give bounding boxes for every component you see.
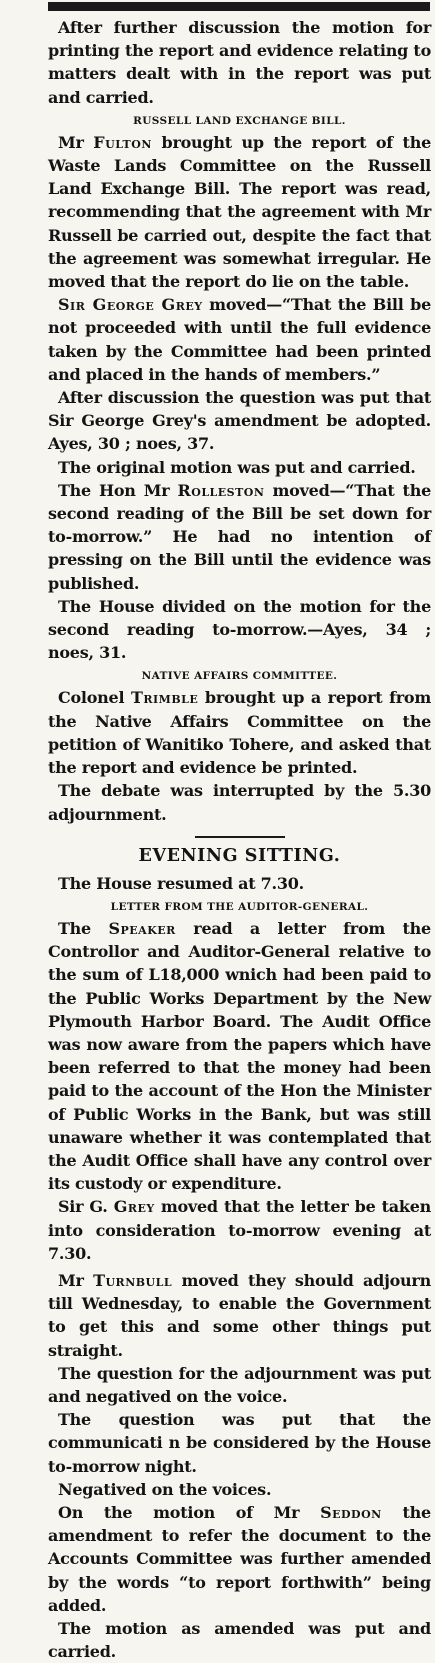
paragraph-seddon-motion: On the motion of Mr Seddon the amendment to refer the document to the Accounts Committee was further amended by the words “to report forthwith” being added.	[48, 1502, 431, 1615]
paragraph-adjournment-question: The question for the adjournment was put and negatived on the voice.	[48, 1363, 431, 1406]
speaker-name-speaker: Speaker	[108, 918, 176, 938]
subheading-native-affairs-committee: NATIVE AFFAIRS COMMITTEE.	[141, 670, 338, 683]
paragraph-negatived: Negatived on the voices.	[58, 1479, 272, 1499]
speaker-name-grey-2: Grey	[113, 1197, 155, 1217]
paragraph-grey-motion: Sir George Grey moved—“That the Bill be not proceeded with until the full evidence taken by the Committee had been printed and placed in the hands of members.”	[48, 295, 431, 384]
paragraph-motion-carried: The motion as amended was put and carried.	[48, 1619, 431, 1662]
speaker-name-rolleston: Rolleston	[177, 480, 265, 500]
speaker-name-fulton: Fulton	[93, 132, 152, 152]
speaker-name-grey: Sir George Grey	[58, 295, 203, 315]
paragraph-fulton-report: Mr Fulton brought up the report of the Waste Lands Committee on the Russell Land Exchange Bill. The report was read, recommending that the agreement with Mr Russell be carried out, despite the fact that the agreement was somewhat irregular. He moved that the report do lie on the table.	[48, 132, 432, 292]
paragraph-turnbull-motion: Mr Turnbull moved they should adjourn till Wednesday, to enable the Government to get this and some other things put straight.	[48, 1270, 431, 1360]
paragraph-house-divided: The House divided on the motion for the second reading to-morrow.—Ayes, 34 ; noes, 31.	[48, 596, 431, 663]
paragraph-grey-letter-motion: Sir G. Grey moved that the letter be taken into consideration to-morrow evening at 7.30.	[48, 1197, 432, 1263]
paragraph-trimble-report: Colonel Trimble brought up a report from the Native Affairs Committee on the petition of Wanitiko Tohere, and asked that the report and evidence be printed.	[48, 688, 432, 778]
paragraph-house-resumed: The House resumed at 7.30.	[58, 873, 304, 893]
speaker-name-turnbull: Turnbull	[93, 1270, 173, 1290]
paragraph-original-motion: The original motion was put and carried.	[58, 457, 416, 477]
section-rule	[195, 836, 285, 838]
subheading-auditor-general-letter: LETTER FROM THE AUDITOR-GENERAL.	[110, 900, 369, 913]
paragraph-printing-motion: After further discussion the motion for printing the report and evidence relating to matters dealt with in the report was put and carried.	[48, 18, 431, 107]
paragraph-speaker-letter: The Speaker read a letter from the Controllor and Auditor-General relative to the sum of L18,000 wnich had been paid to the Public Works Department by the New Plymouth Harbor Board. The Audit Office was now aware from the papers which have been referred to that the money had been paid to the account of the Hon the Minister of Public Works in the Bank, but was still unaware whether it was contemplated that the Audit Office shall have any control over its custody or expenditure.	[48, 918, 431, 1194]
top-rule	[48, 2, 430, 11]
article-column	[48, 16, 431, 1663]
paragraph-amendment-vote: After discussion the question was put that Sir George Grey's amendment be adopted. Ayes, 30 ; noes, 37.	[48, 388, 431, 454]
paragraph-communication-question: The question was put that the communicati n be considered by the House to-morrow night.	[48, 1410, 431, 1476]
subheading-russell-land-exchange-bill: RUSSELL LAND EXCHANGE BILL.	[133, 114, 346, 127]
heading-evening-sitting: EVENING SITTING.	[138, 845, 341, 866]
speaker-name-trimble: Trimble	[130, 688, 199, 708]
paragraph-debate-interrupted: The debate was interrupted by the 5.30 adjournment.	[48, 781, 431, 824]
paragraph-rolleston-motion: The Hon Mr Rolleston moved—“That the second reading of the Bill be set down for to-morrow.” He had no intention of pressing on the Bill until the evidence was published.	[48, 480, 432, 593]
speaker-name-seddon: Seddon	[320, 1502, 382, 1522]
